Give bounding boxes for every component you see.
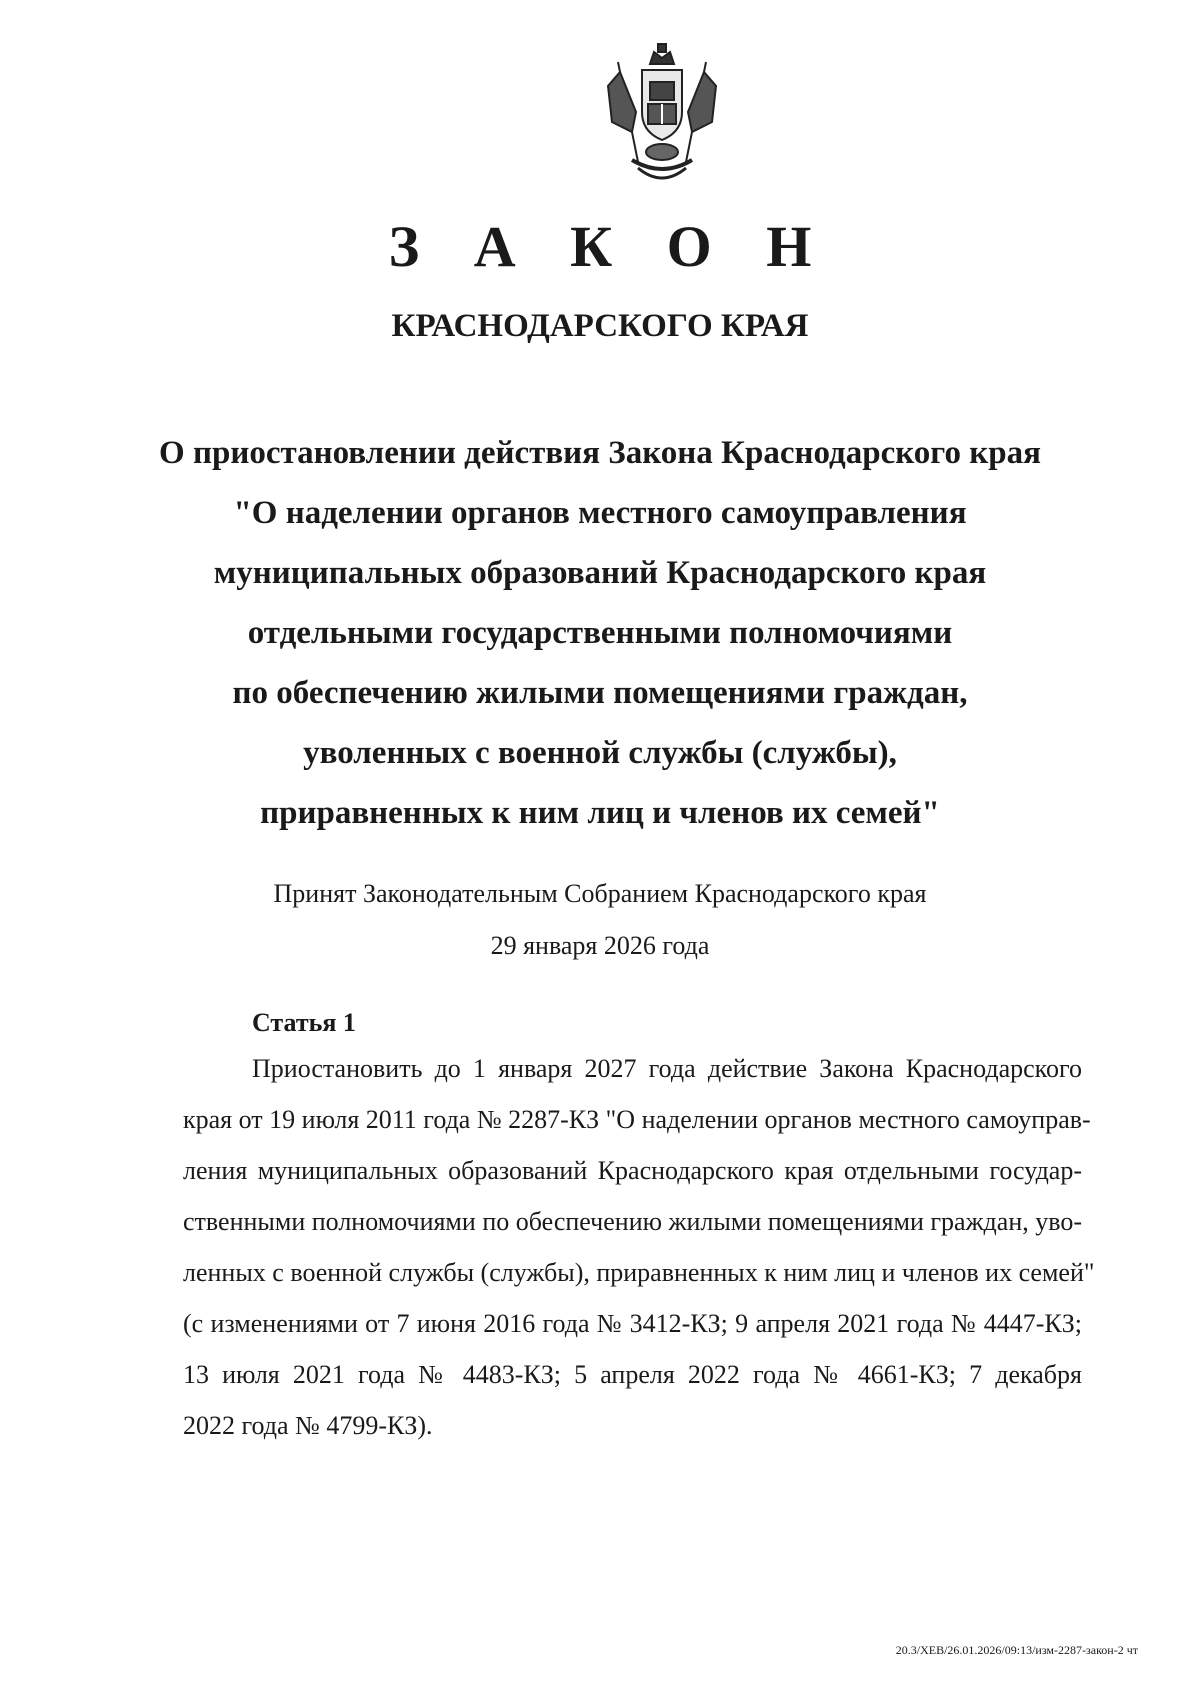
article-body: [183, 1043, 1095, 1451]
law-name-line: уволенных с военной службы (службы),: [303, 735, 897, 771]
law-name-line: "О наделении органов местного самоуправления: [233, 495, 967, 531]
article-line: ленных с военной службы (службы), приравненных к ним лиц и членов их семей": [183, 1258, 1095, 1287]
article-line: ственными полномочиями по обеспечению жилыми помещениями граждан, уво-: [183, 1207, 1082, 1236]
law-name-line: по обеспечению жилыми помещениями граждан,: [232, 675, 968, 711]
article-line: 13 июля 2021 года № 4483-КЗ; 5 апреля 2022 года № 4661-КЗ; 7 декабря: [183, 1360, 1082, 1389]
law-name: [0, 423, 1200, 843]
law-name-line: отдельными государственными полномочиями: [247, 615, 953, 651]
adoption-info: [0, 868, 1200, 972]
law-name-line: муниципальных образований Краснодарского края: [213, 555, 987, 591]
document-title: З А К О Н: [388, 214, 832, 279]
article-line: края от 19 июля 2011 года № 2287-КЗ "О наделении органов местного самоуправ-: [183, 1105, 1091, 1134]
article-line: (с изменениями от 7 июня 2016 года № 3412-КЗ; 9 апреля 2021 года № 4447-КЗ;: [183, 1309, 1082, 1338]
article-line: ления муниципальных образований Краснодарского края отдельными государ-: [183, 1156, 1082, 1185]
article-title: Статья 1: [252, 1008, 356, 1037]
law-name-line: О приостановлении действия Закона Краснодарского края: [159, 435, 1041, 471]
adoption-date: 29 января 2026 года: [490, 931, 710, 960]
article-line: Приостановить до 1 января 2027 года действие Закона Краснодарского: [252, 1054, 1082, 1083]
law-name-line: приравненных к ним лиц и членов их семей": [260, 795, 940, 831]
adoption-body: Принят Законодательным Собранием Краснодарского края: [273, 879, 927, 908]
document-region: КРАСНОДАРСКОГО КРАЯ: [391, 308, 809, 344]
coat-of-arms-icon: [598, 42, 726, 192]
article-line: 2022 года № 4799-КЗ).: [183, 1411, 433, 1440]
footer-document-code: 20.3/ХЕВ/26.01.2026/09:13/изм-2287-закон-2 чт: [895, 1643, 1138, 1657]
